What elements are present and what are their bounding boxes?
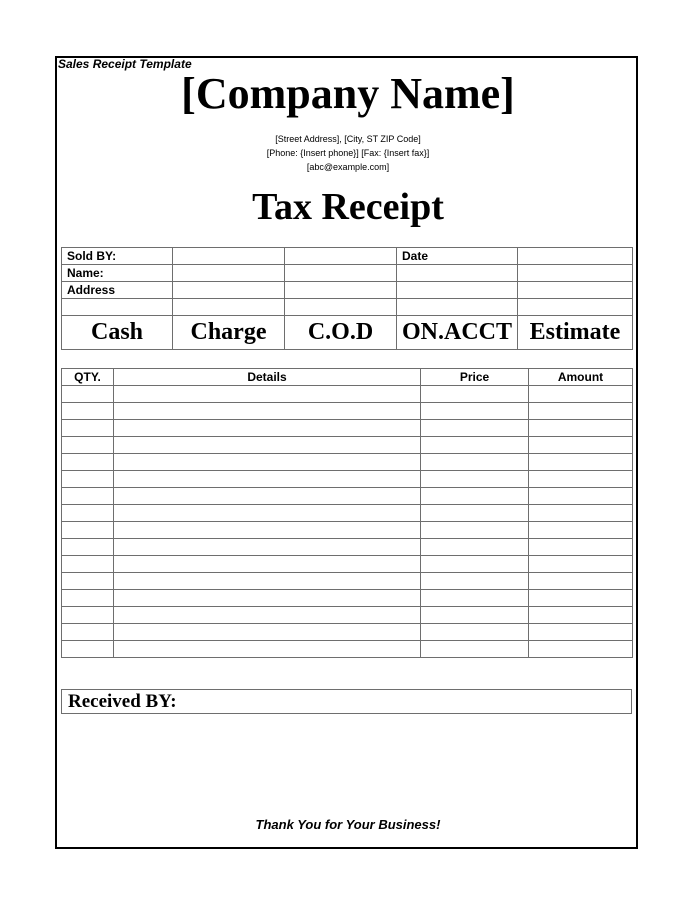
price-cell[interactable] <box>421 590 529 607</box>
amount-cell[interactable] <box>529 624 633 641</box>
amount-cell[interactable] <box>529 522 633 539</box>
sold-by-field-extra[interactable] <box>285 248 397 265</box>
table-row <box>62 539 633 556</box>
qty-cell[interactable] <box>62 403 114 420</box>
table-row <box>62 454 633 471</box>
details-cell[interactable] <box>114 437 421 454</box>
document-title: Tax Receipt <box>252 186 444 228</box>
amount-cell[interactable] <box>529 556 633 573</box>
qty-cell[interactable] <box>62 505 114 522</box>
items-header-row <box>62 369 633 386</box>
amount-cell[interactable] <box>529 505 633 522</box>
qty-cell[interactable] <box>62 590 114 607</box>
price-cell[interactable] <box>421 505 529 522</box>
qty-cell[interactable] <box>62 539 114 556</box>
table-row <box>62 437 633 454</box>
amount-cell[interactable] <box>529 471 633 488</box>
template-label: Sales Receipt Template <box>58 57 192 71</box>
table-row <box>62 607 633 624</box>
details-cell[interactable] <box>114 505 421 522</box>
info-cell[interactable] <box>285 299 397 316</box>
details-cell[interactable] <box>114 539 421 556</box>
table-row <box>62 641 633 658</box>
address-field[interactable] <box>173 282 285 299</box>
info-cell[interactable] <box>518 299 633 316</box>
price-cell[interactable] <box>421 556 529 573</box>
price-cell[interactable] <box>421 420 529 437</box>
table-row <box>62 420 633 437</box>
qty-cell[interactable] <box>62 437 114 454</box>
price-cell[interactable] <box>421 522 529 539</box>
price-cell[interactable] <box>421 386 529 403</box>
table-row <box>62 590 633 607</box>
amount-cell[interactable] <box>529 607 633 624</box>
qty-cell[interactable] <box>62 454 114 471</box>
price-cell[interactable] <box>421 624 529 641</box>
details-cell[interactable] <box>114 522 421 539</box>
info-cell[interactable] <box>397 299 518 316</box>
details-cell[interactable] <box>114 556 421 573</box>
qty-cell[interactable] <box>62 471 114 488</box>
name-label: Name: <box>62 265 173 282</box>
info-cell[interactable] <box>62 299 173 316</box>
amount-cell[interactable] <box>529 437 633 454</box>
sold-by-field[interactable] <box>173 248 285 265</box>
price-cell[interactable] <box>421 437 529 454</box>
price-cell[interactable] <box>421 454 529 471</box>
price-cell[interactable] <box>421 403 529 420</box>
amount-cell[interactable] <box>529 573 633 590</box>
details-cell[interactable] <box>114 471 421 488</box>
phone-fax-line: [Phone: {Insert phone}] [Fax: {Insert fax}] <box>266 148 430 158</box>
table-row <box>62 386 633 403</box>
payment-option-on-account[interactable]: ON.ACCT <box>397 316 518 350</box>
amount-cell[interactable] <box>529 641 633 658</box>
received-by-label: Received BY: <box>68 691 177 712</box>
details-cell[interactable] <box>114 454 421 471</box>
items-body <box>62 386 633 658</box>
amount-cell[interactable] <box>529 488 633 505</box>
price-cell[interactable] <box>421 607 529 624</box>
qty-cell[interactable] <box>62 641 114 658</box>
email-line: [abc@example.com] <box>306 162 390 172</box>
amount-cell[interactable] <box>529 539 633 556</box>
qty-cell[interactable] <box>62 420 114 437</box>
info-cell[interactable] <box>397 265 518 282</box>
sold-by-row <box>62 248 633 265</box>
amount-column-header: Amount <box>529 369 633 386</box>
price-cell[interactable] <box>421 471 529 488</box>
received-by-box[interactable] <box>61 689 632 714</box>
details-cell[interactable] <box>114 386 421 403</box>
table-row <box>62 556 633 573</box>
price-cell[interactable] <box>421 641 529 658</box>
table-row <box>62 403 633 420</box>
qty-cell[interactable] <box>62 607 114 624</box>
company-name: [Company Name] <box>181 69 515 118</box>
amount-cell[interactable] <box>529 454 633 471</box>
customer-info-table <box>61 247 633 350</box>
details-cell[interactable] <box>114 403 421 420</box>
details-cell[interactable] <box>114 641 421 658</box>
details-cell[interactable] <box>114 488 421 505</box>
details-cell[interactable] <box>114 607 421 624</box>
table-row <box>62 471 633 488</box>
qty-column-header: QTY. <box>62 369 114 386</box>
thank-you-note: Thank You for Your Business! <box>255 817 441 832</box>
qty-cell[interactable] <box>62 573 114 590</box>
price-cell[interactable] <box>421 488 529 505</box>
name-field[interactable] <box>173 265 285 282</box>
info-cell[interactable] <box>518 282 633 299</box>
details-cell[interactable] <box>114 420 421 437</box>
price-column-header: Price <box>421 369 529 386</box>
address-field-extra[interactable] <box>285 282 397 299</box>
address-row <box>62 282 633 299</box>
line-items-table <box>61 368 633 658</box>
sold-by-label: Sold BY: <box>62 248 173 265</box>
address-line: [Street Address], [City, ST ZIP Code] <box>275 134 421 144</box>
details-cell[interactable] <box>114 624 421 641</box>
price-cell[interactable] <box>421 539 529 556</box>
blank-info-row <box>62 299 633 316</box>
date-field[interactable] <box>518 248 633 265</box>
qty-cell[interactable] <box>62 556 114 573</box>
details-cell[interactable] <box>114 573 421 590</box>
table-row <box>62 522 633 539</box>
amount-cell[interactable] <box>529 403 633 420</box>
info-cell[interactable] <box>518 265 633 282</box>
date-label: Date <box>397 248 518 265</box>
name-field-extra[interactable] <box>285 265 397 282</box>
amount-cell[interactable] <box>529 386 633 403</box>
payment-option-cod[interactable]: C.O.D <box>285 316 397 350</box>
payment-type-row <box>62 316 633 350</box>
qty-cell[interactable] <box>62 488 114 505</box>
amount-cell[interactable] <box>529 420 633 437</box>
address-label: Address <box>62 282 173 299</box>
qty-cell[interactable] <box>62 522 114 539</box>
amount-cell[interactable] <box>529 590 633 607</box>
info-cell[interactable] <box>173 299 285 316</box>
table-row <box>62 624 633 641</box>
price-cell[interactable] <box>421 573 529 590</box>
qty-cell[interactable] <box>62 624 114 641</box>
table-row <box>62 505 633 522</box>
name-row <box>62 265 633 282</box>
payment-option-charge[interactable]: Charge <box>173 316 285 350</box>
info-cell[interactable] <box>397 282 518 299</box>
qty-cell[interactable] <box>62 386 114 403</box>
details-cell[interactable] <box>114 590 421 607</box>
payment-option-estimate[interactable]: Estimate <box>518 316 633 350</box>
payment-option-cash[interactable]: Cash <box>62 316 173 350</box>
details-column-header: Details <box>114 369 421 386</box>
table-row <box>62 573 633 590</box>
table-row <box>62 488 633 505</box>
